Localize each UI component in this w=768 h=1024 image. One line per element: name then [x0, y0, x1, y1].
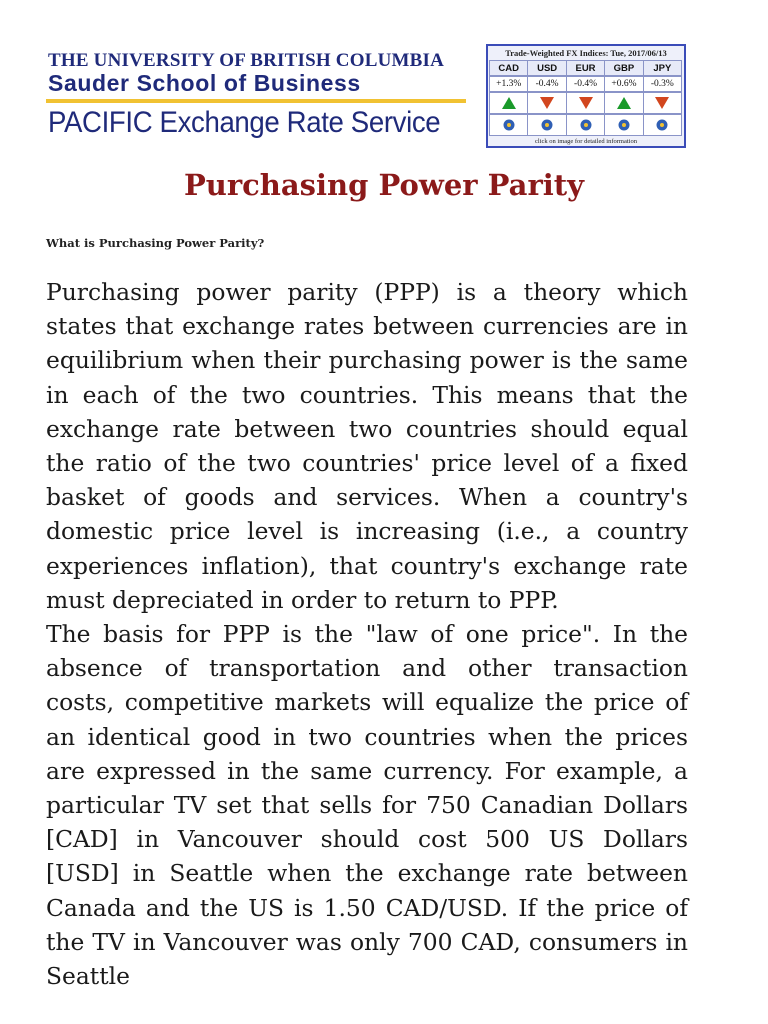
currency-code: JPY: [643, 60, 682, 76]
flag-badge-icon[interactable]: [566, 114, 605, 136]
currency-code: CAD: [489, 60, 528, 76]
service-name: PACIFIC Exchange Rate Service: [48, 106, 441, 139]
fx-panel-title: Trade-Weighted FX Indices: Tue, 2017/06/13: [505, 48, 667, 58]
fx-change-row: [490, 76, 682, 92]
flag-badge-icon[interactable]: [527, 114, 566, 136]
triangle-arrow-icon[interactable]: [604, 92, 643, 114]
fx-panel-footer: click on image for detailed information: [535, 138, 637, 145]
triangle-arrow-icon[interactable]: [527, 92, 566, 114]
currency-change: -0.3%: [643, 76, 682, 92]
fx-code-row: [490, 60, 682, 76]
page-header: [46, 44, 690, 152]
fx-indices-panel[interactable]: [486, 44, 686, 148]
paragraph: The basis for PPP is the "law of one price". In the absence of transportation and other transaction costs, competitive markets will equalize the price of an identical good in two countries when the prices are expressed in the same currency. For example, a particular TV set that sells for 750 Canadian Dollars [CAD] in Vancouver should cost 500 US Dollars [USD] in Seattle when the exchange rate between Canada and the US is 1.50 CAD/USD. If the price of the TV in Vancouver was only 700 CAD, consumers in Seattle: [46, 620, 688, 991]
currency-code: GBP: [604, 60, 643, 76]
paragraph: Purchasing power parity (PPP) is a theory which states that exchange rates between currencies are in equilibrium when their purchasing power is the same in each of the two countries. This means that the exchange rate between two countries should equal the ratio of the two countries' price level of a fixed basket of goods and services. When a country's domestic price level is increasing (i.e., a country experiences inflation), that country's exchange rate must depreciated in order to return to PPP.: [46, 278, 688, 614]
page-title: Purchasing Power Parity: [183, 168, 585, 202]
currency-change: +1.3%: [489, 76, 528, 92]
logo-divider: [46, 99, 466, 103]
triangle-arrow-icon[interactable]: [643, 92, 682, 114]
triangle-arrow-icon[interactable]: [489, 92, 528, 114]
flag-badge-icon[interactable]: [604, 114, 643, 136]
currency-change: +0.6%: [604, 76, 643, 92]
flag-badge-icon[interactable]: [489, 114, 528, 136]
currency-code: EUR: [566, 60, 605, 76]
currency-change: -0.4%: [527, 76, 566, 92]
fx-icon-row: [490, 114, 682, 136]
article-body: [46, 275, 688, 993]
school-name: Sauder School of Business: [48, 70, 361, 96]
triangle-arrow-icon[interactable]: [566, 92, 605, 114]
currency-code: USD: [527, 60, 566, 76]
fx-arrow-row: [490, 92, 682, 114]
university-name: THE UNIVERSITY OF BRITISH COLUMBIA: [48, 50, 445, 71]
section-heading: What is Purchasing Power Parity?: [46, 236, 265, 250]
flag-badge-icon[interactable]: [643, 114, 682, 136]
currency-change: -0.4%: [566, 76, 605, 92]
